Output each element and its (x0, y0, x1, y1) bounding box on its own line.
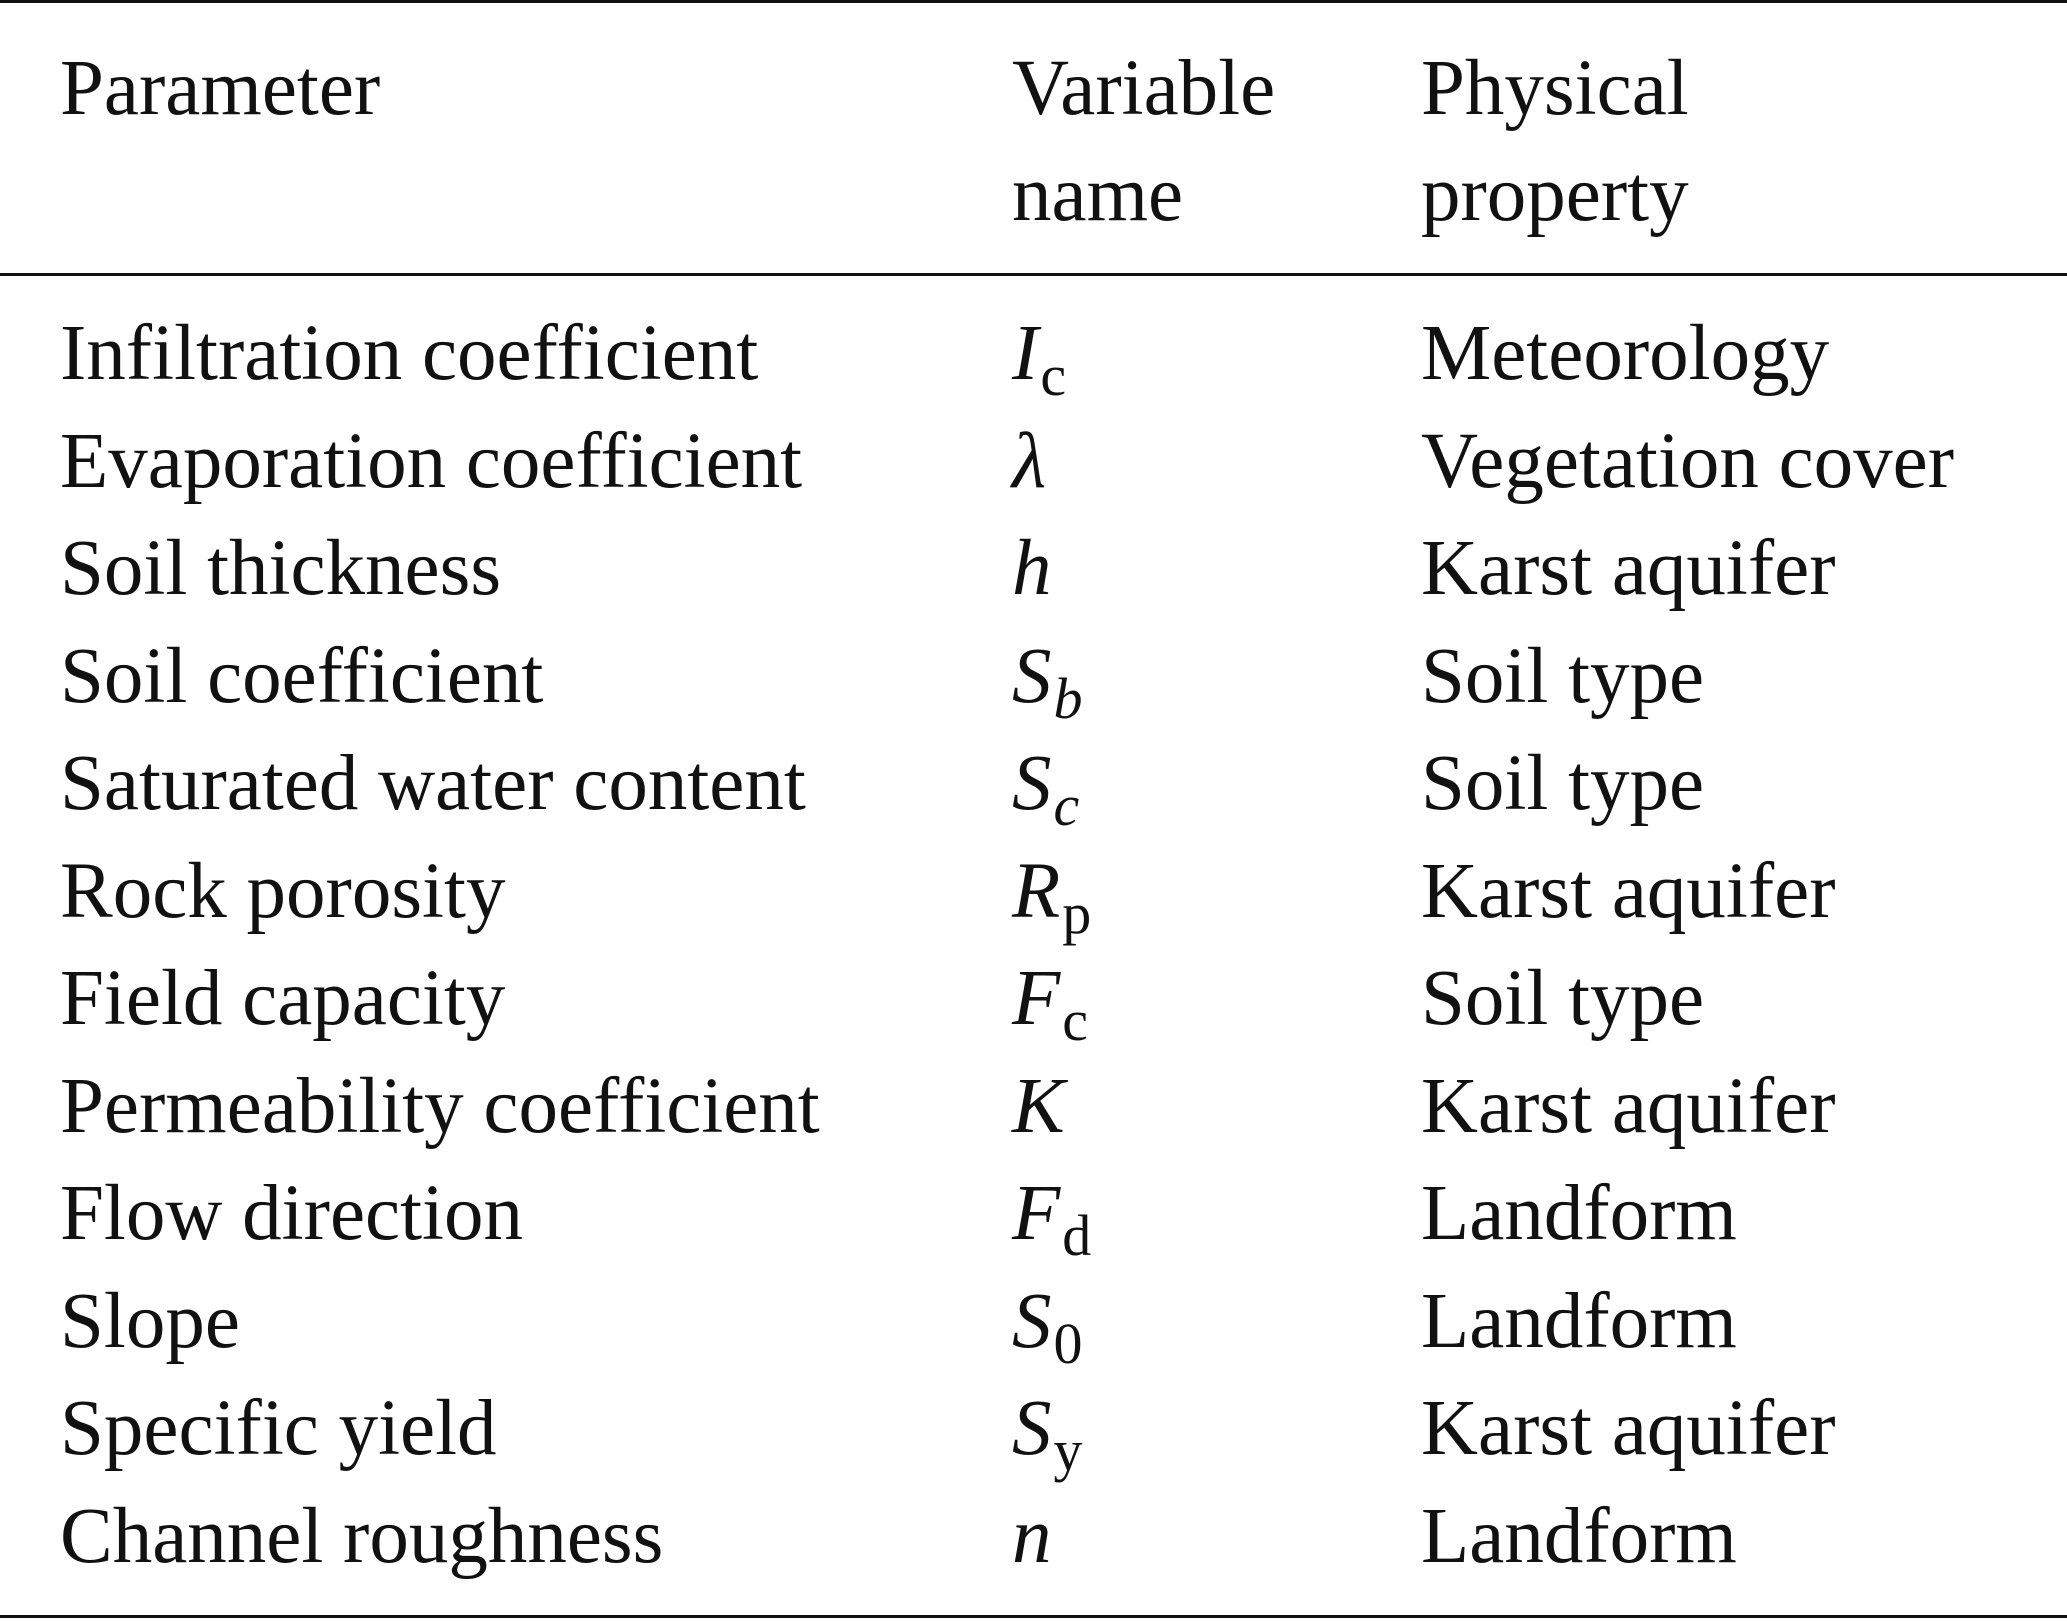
table-row (0, 408, 2067, 516)
parameter-cell: Soil coefficient (60, 632, 544, 720)
variable-subscript: c (1062, 988, 1089, 1053)
variable-symbol: S (1012, 740, 1052, 827)
table-row (0, 1160, 2067, 1268)
property-cell: Meteorology (1421, 310, 1830, 397)
table-row (0, 945, 2067, 1053)
variable-symbol: F (1012, 1170, 1061, 1257)
variable-cell (1012, 838, 1091, 952)
variable-cell (1012, 300, 1066, 414)
variable-subscript: 0 (1053, 1310, 1083, 1376)
header-physical-property: Physical property (1421, 45, 1689, 238)
table-row (0, 1053, 2067, 1161)
parameter-cell: Permeability coefficient (60, 1062, 820, 1150)
property-cell: Karst aquifer (1421, 1062, 1836, 1150)
parameter-cell: Field capacity (60, 955, 506, 1042)
table-row (0, 1268, 2067, 1376)
variable-cell (1012, 1268, 1083, 1382)
table-top-rule (0, 0, 2067, 3)
variable-subscript: b (1053, 665, 1083, 731)
variable-cell (1012, 515, 1052, 623)
table-row (0, 1483, 2067, 1591)
variable-cell (1012, 1160, 1091, 1274)
parameter-cell: Flow direction (60, 1170, 523, 1257)
variable-cell (1012, 408, 1046, 516)
property-cell: Landform (1421, 1492, 1737, 1580)
variable-symbol: n (1012, 1492, 1052, 1580)
parameter-cell: Channel roughness (60, 1492, 664, 1580)
variable-subscript: y (1053, 1418, 1083, 1483)
variable-cell (1012, 1053, 1065, 1161)
property-cell: Karst aquifer (1421, 1385, 1836, 1472)
variable-symbol: K (1012, 1062, 1065, 1150)
table-header-rule (0, 273, 2067, 276)
variable-symbol: S (1012, 1385, 1052, 1472)
table-bottom-rule (0, 1615, 2067, 1618)
property-cell: Karst aquifer (1421, 525, 1836, 612)
variable-cell (1012, 730, 1079, 844)
variable-symbol: R (1012, 847, 1061, 935)
variable-symbol: λ (1012, 417, 1047, 505)
table-row (0, 515, 2067, 623)
parameter-cell: Specific yield (60, 1385, 497, 1472)
variable-symbol: h (1012, 525, 1052, 612)
variable-cell (1012, 1375, 1083, 1489)
property-cell: Vegetation cover (1421, 417, 1955, 505)
parameter-cell: Saturated water content (60, 740, 806, 827)
table-body (0, 300, 2067, 1590)
variable-subscript: c (1053, 773, 1080, 838)
property-cell: Soil type (1421, 740, 1705, 827)
property-cell: Karst aquifer (1421, 847, 1836, 935)
variable-subscript: p (1062, 880, 1092, 946)
variable-cell (1012, 1483, 1052, 1591)
variable-subscript: c (1040, 343, 1067, 408)
table-row (0, 623, 2067, 731)
variable-symbol: S (1012, 1277, 1052, 1365)
variable-symbol: I (1012, 310, 1039, 397)
table-row (0, 300, 2067, 408)
header-variable-name: Variable name (1012, 45, 1276, 238)
parameter-cell: Rock porosity (60, 847, 506, 935)
table-row (0, 1375, 2067, 1483)
table-row (0, 730, 2067, 838)
variable-cell (1012, 623, 1083, 737)
header-parameter: Parameter (60, 45, 381, 132)
variable-symbol: S (1012, 632, 1052, 720)
property-cell: Soil type (1421, 955, 1705, 1042)
parameter-cell: Slope (60, 1277, 240, 1365)
parameter-cell: Infiltration coefficient (60, 310, 759, 397)
variable-cell (1012, 945, 1088, 1059)
property-cell: Landform (1421, 1170, 1737, 1257)
property-cell: Landform (1421, 1277, 1737, 1365)
variable-subscript: d (1062, 1203, 1092, 1268)
parameter-cell: Evaporation coefficient (60, 417, 803, 505)
parameter-cell: Soil thickness (60, 525, 502, 612)
table-row (0, 838, 2067, 946)
property-cell: Soil type (1421, 632, 1705, 720)
variable-symbol: F (1012, 955, 1061, 1042)
